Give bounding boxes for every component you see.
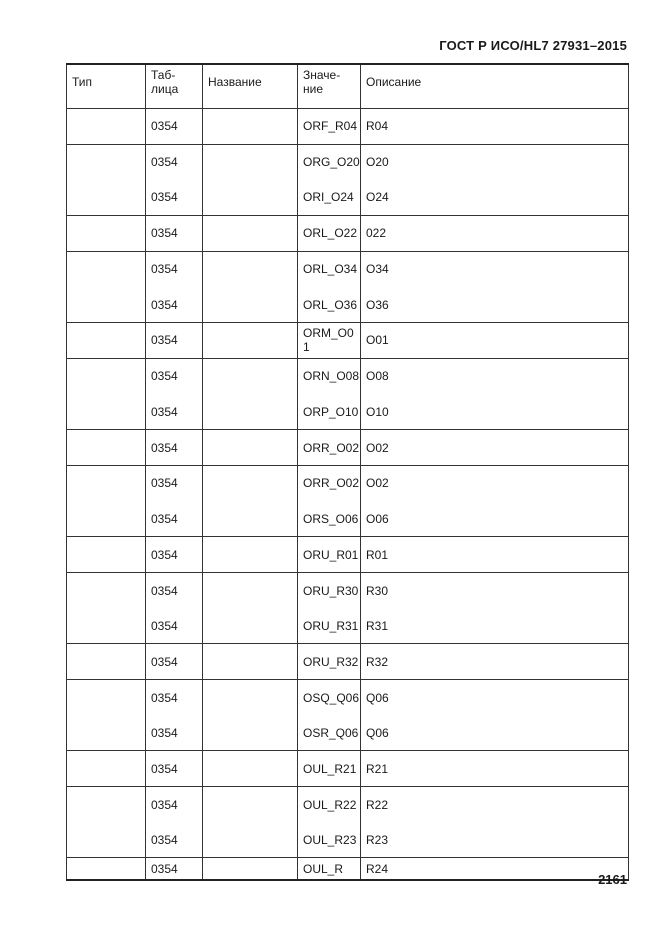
table-body (67, 109, 629, 880)
cell-value: ORR_O02 (298, 430, 361, 466)
cell-description: O01 (361, 323, 629, 359)
cell-name (203, 394, 298, 430)
column-header-table: Таб- лица (146, 64, 203, 109)
table-row (67, 394, 629, 430)
cell-value: OSQ_Q06 (298, 680, 361, 716)
cell-description: O36 (361, 287, 629, 323)
table-row (67, 822, 629, 858)
cell-description: O34 (361, 251, 629, 287)
cell-name (203, 465, 298, 501)
table-row (67, 180, 629, 216)
table-row (67, 109, 629, 145)
cell-table: 0354 (146, 358, 203, 394)
cell-value: OUL_R (298, 858, 361, 880)
cell-type (67, 109, 146, 145)
cell-table: 0354 (146, 216, 203, 252)
cell-name (203, 787, 298, 823)
cell-value: ORL_O34 (298, 251, 361, 287)
cell-type (67, 537, 146, 573)
cell-description: R23 (361, 822, 629, 858)
cell-description: R24 (361, 858, 629, 880)
cell-type (67, 501, 146, 537)
cell-name (203, 216, 298, 252)
cell-table: 0354 (146, 465, 203, 501)
cell-description: R01 (361, 537, 629, 573)
cell-type (67, 858, 146, 880)
cell-value: ORM_O01 (298, 323, 361, 359)
cell-name (203, 822, 298, 858)
cell-value: ORF_R04 (298, 109, 361, 145)
cell-table: 0354 (146, 501, 203, 537)
cell-type (67, 323, 146, 359)
cell-name (203, 109, 298, 145)
cell-name (203, 251, 298, 287)
cell-description: 022 (361, 216, 629, 252)
cell-table: 0354 (146, 180, 203, 216)
cell-description: O08 (361, 358, 629, 394)
cell-value: ORI_O24 (298, 180, 361, 216)
cell-type (67, 180, 146, 216)
table-row (67, 323, 629, 359)
cell-type (67, 715, 146, 751)
cell-value: ORN_O08 (298, 358, 361, 394)
cell-name (203, 715, 298, 751)
cell-name (203, 180, 298, 216)
cell-name (203, 358, 298, 394)
cell-description: O06 (361, 501, 629, 537)
cell-type (67, 644, 146, 680)
cell-table: 0354 (146, 251, 203, 287)
cell-type (67, 608, 146, 644)
cell-description: R30 (361, 572, 629, 608)
document-header: ГОСТ Р ИСО/HL7 27931–2015 (439, 38, 627, 53)
cell-value: ORS_O06 (298, 501, 361, 537)
cell-type (67, 465, 146, 501)
cell-name (203, 287, 298, 323)
column-header-value: Значе- ние (298, 64, 361, 109)
table-row (67, 144, 629, 180)
cell-value: ORU_R30 (298, 572, 361, 608)
cell-name (203, 858, 298, 880)
cell-description: O02 (361, 430, 629, 466)
cell-description: Q06 (361, 680, 629, 716)
cell-name (203, 430, 298, 466)
cell-table: 0354 (146, 715, 203, 751)
cell-value: ORL_O22 (298, 216, 361, 252)
cell-table: 0354 (146, 144, 203, 180)
cell-description: O02 (361, 465, 629, 501)
cell-value: ORG_O20 (298, 144, 361, 180)
cell-table: 0354 (146, 858, 203, 880)
cell-table: 0354 (146, 109, 203, 145)
cell-name (203, 144, 298, 180)
column-header-description: Описание (361, 64, 629, 109)
table-row (67, 715, 629, 751)
table-row (67, 216, 629, 252)
cell-table: 0354 (146, 572, 203, 608)
cell-name (203, 644, 298, 680)
cell-name (203, 323, 298, 359)
table-row (67, 251, 629, 287)
table-row (67, 787, 629, 823)
cell-value: OUL_R21 (298, 751, 361, 787)
table-row (67, 287, 629, 323)
cell-type (67, 430, 146, 466)
table-header (67, 64, 629, 109)
table-row (67, 430, 629, 466)
cell-table: 0354 (146, 822, 203, 858)
codes-table (66, 63, 629, 881)
cell-name (203, 537, 298, 573)
cell-type (67, 394, 146, 430)
table-row (67, 858, 629, 880)
cell-value: OSR_Q06 (298, 715, 361, 751)
cell-description: O24 (361, 180, 629, 216)
cell-type (67, 751, 146, 787)
cell-description: R31 (361, 608, 629, 644)
table-row (67, 751, 629, 787)
cell-value: ORU_R01 (298, 537, 361, 573)
cell-table: 0354 (146, 394, 203, 430)
cell-table: 0354 (146, 287, 203, 323)
page-number: 2161 (598, 872, 627, 887)
cell-value: ORP_O10 (298, 394, 361, 430)
table-row (67, 644, 629, 680)
cell-name (203, 751, 298, 787)
cell-table: 0354 (146, 608, 203, 644)
cell-type (67, 287, 146, 323)
table-row (67, 608, 629, 644)
table-row (67, 358, 629, 394)
cell-name (203, 680, 298, 716)
column-header-name: Название (203, 64, 298, 109)
cell-description: R21 (361, 751, 629, 787)
cell-description: R04 (361, 109, 629, 145)
table-row (67, 537, 629, 573)
cell-value: ORU_R31 (298, 608, 361, 644)
cell-name (203, 572, 298, 608)
cell-name (203, 608, 298, 644)
cell-type (67, 822, 146, 858)
cell-type (67, 787, 146, 823)
cell-table: 0354 (146, 537, 203, 573)
cell-description: R32 (361, 644, 629, 680)
cell-table: 0354 (146, 644, 203, 680)
table-row (67, 680, 629, 716)
cell-table: 0354 (146, 680, 203, 716)
cell-value: ORU_R32 (298, 644, 361, 680)
cell-name (203, 501, 298, 537)
cell-type (67, 680, 146, 716)
table-row (67, 465, 629, 501)
cell-table: 0354 (146, 751, 203, 787)
cell-type (67, 572, 146, 608)
cell-table: 0354 (146, 787, 203, 823)
cell-value: OUL_R23 (298, 822, 361, 858)
cell-type (67, 358, 146, 394)
cell-description: O20 (361, 144, 629, 180)
cell-description: Q06 (361, 715, 629, 751)
table-row (67, 572, 629, 608)
cell-type (67, 144, 146, 180)
cell-table: 0354 (146, 323, 203, 359)
table-row (67, 501, 629, 537)
cell-value: OUL_R22 (298, 787, 361, 823)
cell-description: O10 (361, 394, 629, 430)
cell-type (67, 216, 146, 252)
cell-value: ORL_O36 (298, 287, 361, 323)
cell-table: 0354 (146, 430, 203, 466)
column-header-type: Тип (67, 64, 146, 109)
cell-value: ORR_O02 (298, 465, 361, 501)
cell-type (67, 251, 146, 287)
cell-description: R22 (361, 787, 629, 823)
